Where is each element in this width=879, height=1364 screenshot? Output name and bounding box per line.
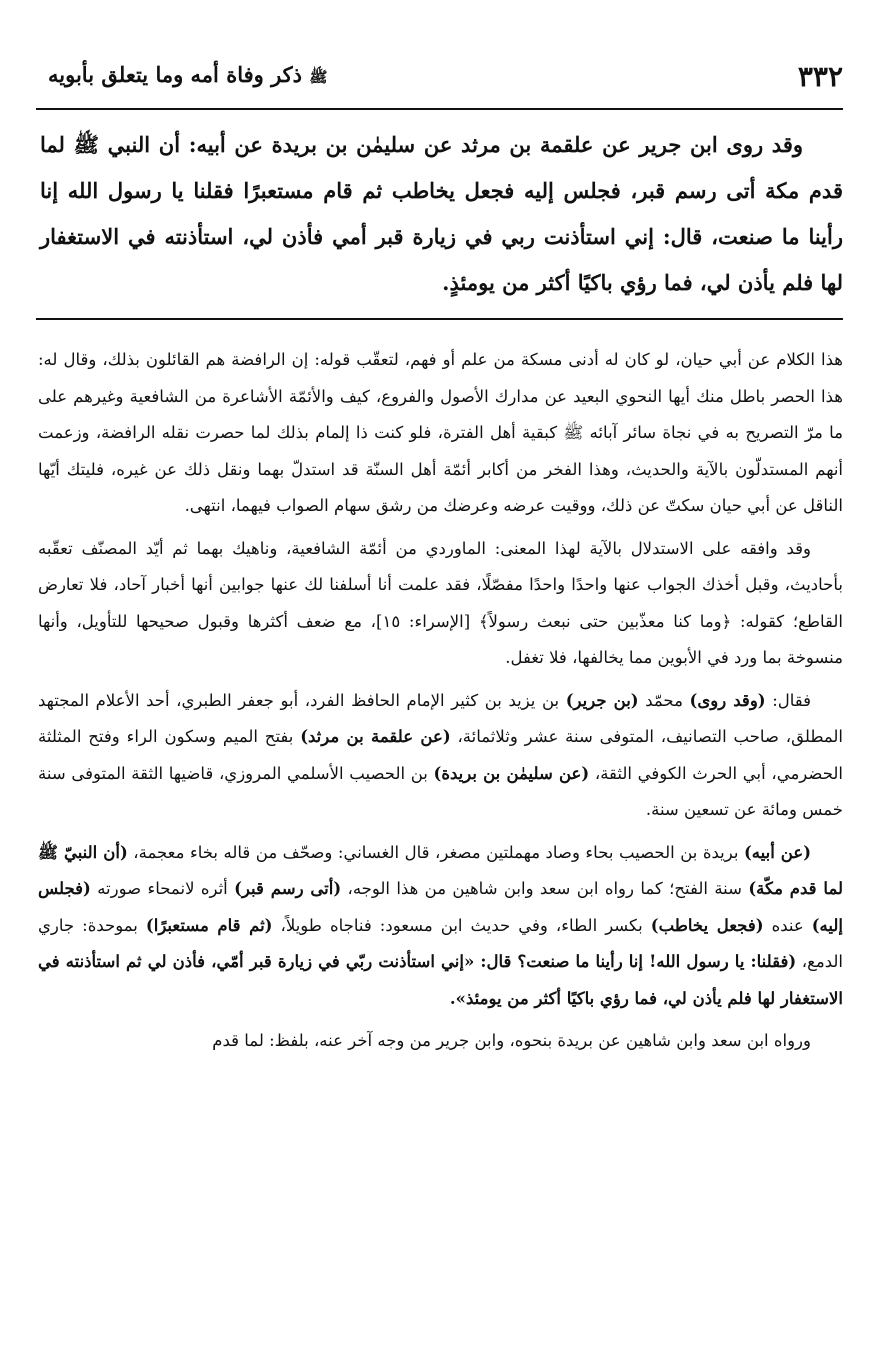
text-run: بن الحصيب الأسلمي المروزي، قاضيها الثقة المتوفى سنة خمس ومائة عن تسعين سنة.: [38, 763, 843, 819]
quoted-matn: (ثم قام مستعبرًا): [145, 915, 273, 935]
quoted-matn: (وقد روى): [689, 690, 766, 710]
commentary-paragraph-5: ورواه ابن سعد وابن شاهين عن بريدة بنحوه، وابن جرير من وجه آخر عنه، بلفظ: لما قدم: [212, 1031, 811, 1050]
page-header: [48, 52, 843, 100]
header-divider: [36, 108, 843, 110]
commentary-block: [38, 342, 843, 1066]
quoted-matn: (أتى رسم قبر): [234, 879, 342, 898]
text-run: بريدة بن الحصيب بحاء وصاد مهملتين مصغر، قال الغساني: وصحّف من قاله بخاء معجمة،: [127, 842, 744, 862]
text-run: سنة الفتح؛ كما رواه ابن سعد وابن شاهين من هذا الوجه،: [341, 879, 749, 898]
quoted-matn: (فجلس إليه): [38, 879, 843, 935]
text-run: محمّد: [638, 690, 690, 710]
commentary-paragraph-2: وقد وافقه على الاستدلال بالآية لهذا المعنى: الماوردي من أئمّة الشافعية، وناهيك بهما ثم أيّد المصنّف تعقّبه بأحاديث، وقبل أخذك الجواب عنها واحدًا واحدًا مفصّلًا، فقد علمت أنا أسلفنا لك عنها جوابين أنها أخبار آحاد، فلا تعارض القاطع؛ كقوله: ﴿وما كنا معذّبين حتى نبعث رسولاً﴾ [الإسراء: ١٥]، مع ضعف أكثرها وقبول صحيحها للتأويل، وأنها منسوخة بما ورد في الأبوين مما يخالفها، فلا تغفل.: [38, 538, 843, 667]
text-run: بكسر الطاء، وفي حديث ابن مسعود: فناجاه طويلاً،: [272, 915, 651, 935]
hadith-text-block: [40, 122, 843, 306]
quoted-matn: (بن جرير): [565, 690, 639, 710]
hadith-paragraph: وقد روى ابن جرير عن علقمة بن مرثد عن سليمٰن بن بريدة عن أبيه: أن النبي ﷺ لما قدم مكة أتى رسم قبر، فجلس إليه فجعل يخاطب ثم قام مستعبرًا فقلنا يا رسول الله إنا رأينا ما صنعت، قال: إني استأذنت ربي في زيارة قبر أمي فأذن لي، استأذنته في الاستغفار لها فلم يأذن لي، فما رؤي باكيًا أكثر من يومئذٍ.: [40, 132, 843, 295]
honorific-seal: ﷺ: [309, 68, 328, 86]
text-run: فقال:: [765, 690, 811, 710]
text-run: بفتح الميم وسكون الراء وفتح المثلثة الحضرمي، أبي الحرث الكوفي الثقة،: [38, 727, 843, 783]
text-run: بموحدة: جاري الدمع،: [38, 915, 843, 971]
page-number: ٣٣٢: [797, 59, 843, 93]
quoted-matn: (عن أبيه): [743, 842, 811, 862]
commentary-paragraph-1: هذا الكلام عن أبي حيان، لو كان له أدنى مسكة من علم أو فهم، لتعقّب قوله: إن الرافضة هم القائلون بذلك، وقال له: هذا الحصر باطل منك أيها النحوي البعيد عن مدارك الأصول والفروع، كيف والأئمّة الأشاعرة من الشافعية وغيرهم على ما مرّ التصريح به في نجاة سائر آبائه ﷺ كبقية أهل الفترة، فلو كنت ذا إلمام بذلك لما حصرت نقله الرافضة، وزعمت أنهم المستدلّون بالآية والحديث، وهذا الفخر من أكابر أئمّة أهل السنّة قد استدلّ بهما ونقل ذلك عن غيره، فليتك أيّها الناقل عن أبي حيان سكتّ عن ذلك، ووقيت عرضه وعرضك من رشق سهام الصواب فيهما، انتهى.: [38, 350, 843, 515]
text-run: بن يزيد بن كثير الإمام الحافظ الفرد، أبو جعفر الطبري، أحد الأعلام المجتهد المطلق، صاحب التصانيف، المتوفى سنة عشر وثلاثمائة،: [38, 690, 844, 746]
running-title: [48, 62, 327, 90]
quoted-matn: (فجعل يخاطب): [650, 915, 764, 935]
section-divider: [36, 318, 843, 320]
running-title-text: ذكر وفاة أمه وما يتعلق بأبويه: [48, 62, 303, 87]
quoted-matn: (عن علقمة بن مرثد): [300, 727, 451, 746]
text-run: عنده: [763, 915, 812, 935]
quoted-matn: (أن النبيّ ﷺ لما قدم مكّة): [38, 842, 844, 898]
commentary-paragraph-3: [38, 683, 843, 829]
quoted-matn: (عن سليمٰن بن بريدة): [433, 763, 590, 783]
quoted-matn: (فقلنا: يا رسول الله! إنا رأينا ما صنعت؟ قال: «إني استأذنت ربّي في زيارة قبر أمّي، فأذن لي ثم استأذنته في الاستغفار لها فلم يأذن لي، فما رؤي باكيًا أكثر من يومئذ».: [38, 952, 843, 1008]
text-run: أثره لانمحاء صورته: [90, 879, 235, 898]
commentary-paragraph-4: [38, 835, 843, 1018]
